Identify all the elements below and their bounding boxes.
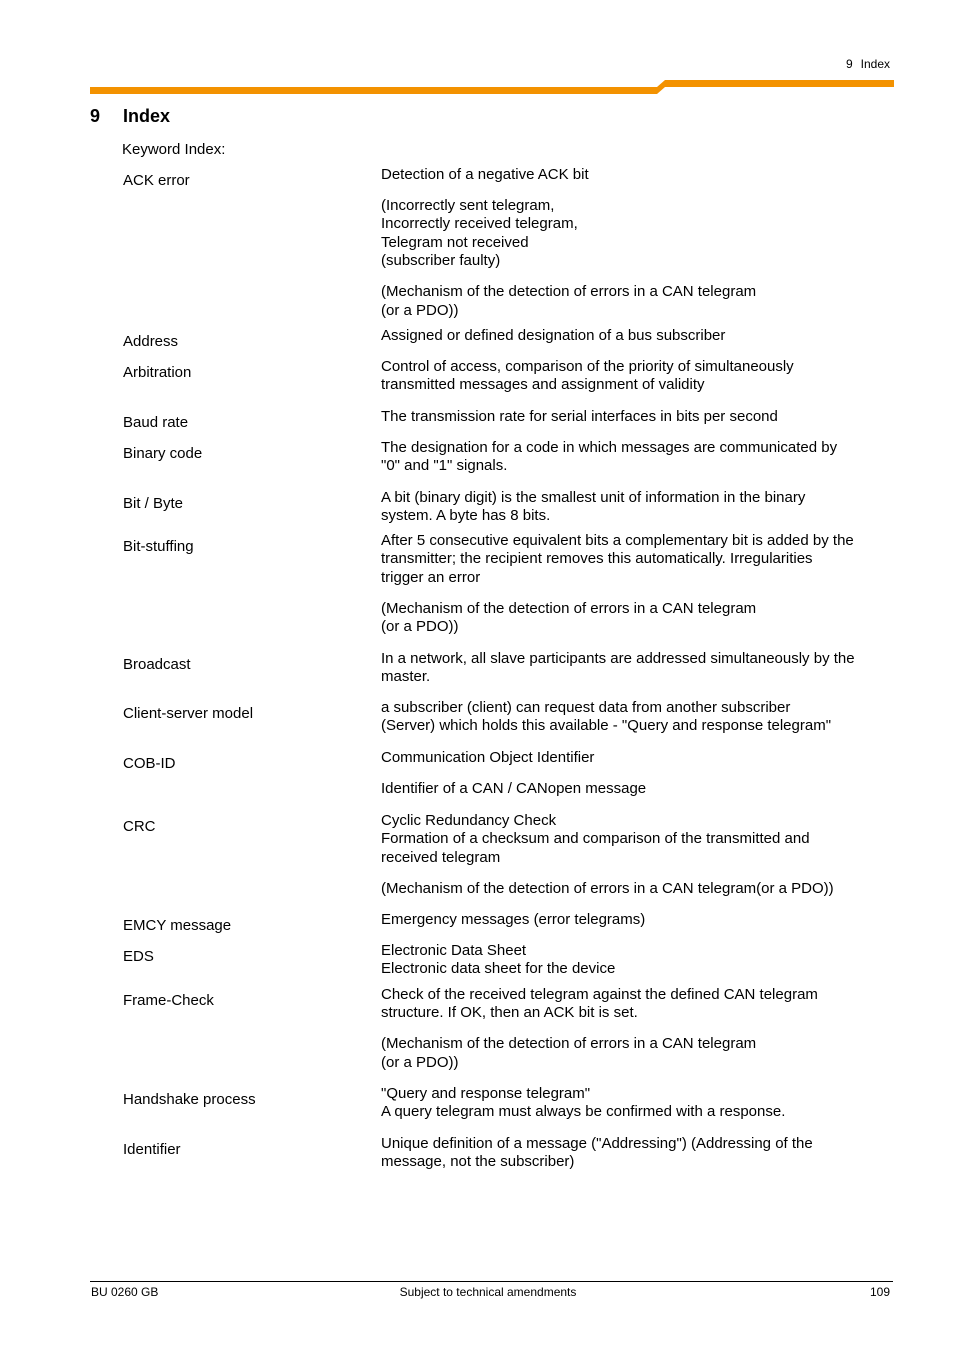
definition-paragraph: (Mechanism of the detection of errors in a CAN telegram (or a PDO)) [381, 283, 757, 319]
index-term: Baud rate [123, 414, 189, 431]
index-term: Binary code [123, 445, 203, 462]
definition-paragraph: (Incorrectly sent telegram, Incorrectly received telegram, Telegram not received (subscriber faulty) [381, 197, 578, 270]
index-term: Identifier [123, 1141, 181, 1158]
keyword-index-intro: Keyword Index: [122, 141, 226, 158]
index-definition [381, 699, 901, 736]
running-header-section-title: Index [860, 57, 890, 71]
index-definition [381, 1085, 901, 1122]
definition-paragraph: Emergency messages (error telegrams) [381, 911, 646, 928]
definition-paragraph: Cyclic Redundancy Check Formation of a checksum and comparison of the transmitted and received telegram [381, 812, 810, 866]
running-header [846, 57, 890, 71]
index-term: Bit-stuffing [123, 538, 194, 555]
index-definition [381, 358, 901, 395]
footer-doc-id: BU 0260 GB [91, 1285, 159, 1299]
section-title: Index [123, 106, 171, 126]
definition-paragraph: "Query and response telegram" A query telegram must always be confirmed with a response. [381, 1085, 786, 1121]
index-definition [381, 911, 901, 929]
definition-paragraph: Detection of a negative ACK bit [381, 166, 589, 183]
definition-paragraph: The transmission rate for serial interfaces in bits per second [381, 408, 778, 425]
index-term: CRC [123, 818, 156, 835]
index-definition [381, 439, 901, 476]
index-definition [381, 812, 901, 898]
index-term: Arbitration [123, 364, 192, 381]
index-definition [381, 327, 901, 345]
index-definition [381, 942, 901, 979]
page-title [90, 106, 170, 127]
index-term: Frame-Check [123, 992, 214, 1009]
index-definition [381, 986, 901, 1072]
definition-paragraph: Assigned or defined designation of a bus subscriber [381, 327, 726, 344]
definition-paragraph: (Mechanism of the detection of errors in a CAN telegram (or a PDO)) [381, 1035, 757, 1071]
definition-paragraph: Unique definition of a message ("Addressing") (Addressing of the message, not the subscriber) [381, 1135, 813, 1171]
footer-divider [90, 1281, 893, 1282]
index-term: ACK error [123, 172, 190, 189]
definition-paragraph: A bit (binary digit) is the smallest unit of information in the binary system. A byte has 8 bits. [381, 489, 806, 525]
index-definition [381, 408, 901, 426]
definition-paragraph: The designation for a code in which messages are communicated by "0" and "1" signals. [381, 439, 838, 475]
index-term: EDS [123, 948, 154, 965]
section-number: 9 [90, 106, 101, 126]
index-term: Client-server model [123, 705, 254, 722]
header-accent-bar [0, 77, 954, 97]
index-term: Handshake process [123, 1091, 256, 1108]
definition-paragraph: Check of the received telegram against the defined CAN telegram structure. If OK, then an ACK bit is set. [381, 986, 818, 1022]
index-term: EMCY message [123, 917, 232, 934]
index-definition [381, 532, 901, 637]
footer-page-number: 109 [869, 1285, 890, 1299]
definition-paragraph: a subscriber (client) can request data from another subscriber (Server) which holds this available - "Query and response telegram" [381, 699, 832, 735]
definition-paragraph: (Mechanism of the detection of errors in a CAN telegram (or a PDO)) [381, 599, 757, 636]
definition-paragraph: In a network, all slave participants are addressed simultaneously by the master. [381, 650, 855, 686]
definition-paragraph: (Mechanism of the detection of errors in a CAN telegram(or a PDO)) [381, 879, 834, 897]
definition-paragraph: After 5 consecutive equivalent bits a complementary bit is added by the transmitter; the recipient removes this automatically. Irregularities trigger an error [381, 532, 854, 586]
index-definition [381, 489, 901, 526]
running-header-section-number: 9 [845, 57, 853, 71]
index-term: COB-ID [123, 755, 176, 772]
definition-paragraph: Control of access, comparison of the priority of simultaneously transmitted messages and assignment of validity [381, 358, 794, 394]
index-term: Address [123, 333, 179, 350]
index-definition [381, 1135, 901, 1172]
index-definition [381, 650, 901, 687]
definition-paragraph: Communication Object Identifier [381, 749, 595, 766]
index-term: Bit / Byte [123, 495, 184, 512]
index-definition [381, 749, 901, 798]
definition-paragraph: Electronic Data Sheet Electronic data sheet for the device [381, 942, 616, 978]
footer-notice: Subject to technical amendments [399, 1285, 577, 1299]
index-term: Broadcast [123, 656, 191, 673]
index-definition [381, 166, 901, 320]
definition-paragraph: Identifier of a CAN / CANopen message [381, 780, 647, 797]
